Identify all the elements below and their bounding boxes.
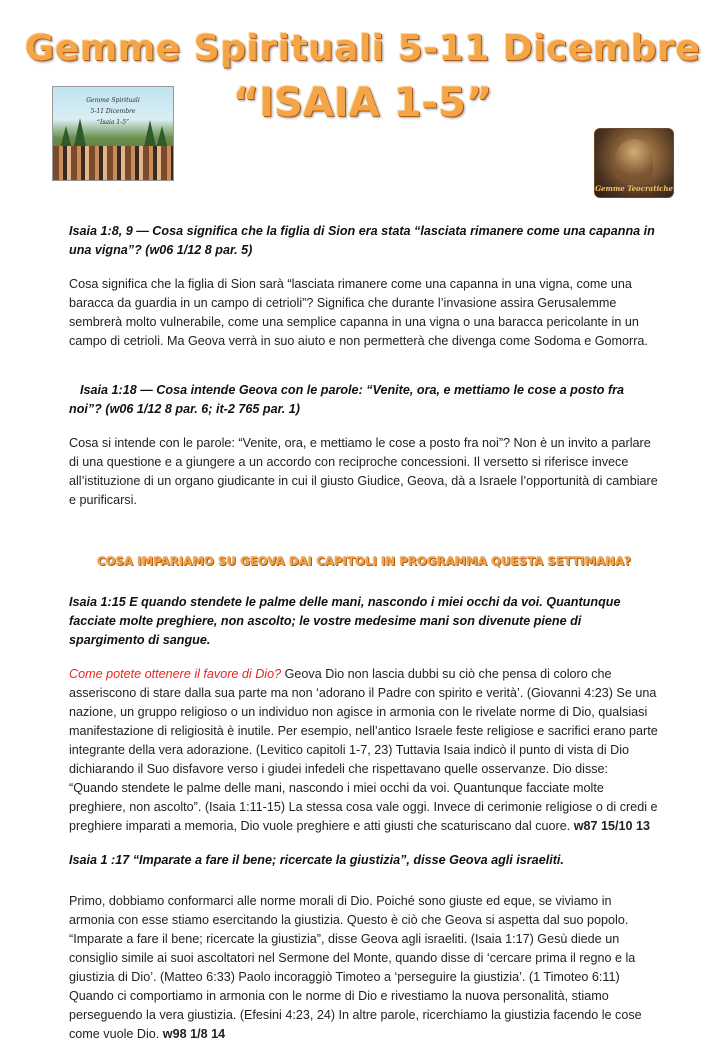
- answer-3-body: Geova Dio non lascia dubbi su ciò che pensa di coloro che asseriscono di stare dalla sua parte ma non ‘adorano il Padre con spirito e verità’. (Giovanni 4:23) Se una nazione, un gruppo religioso o un individuo non agisce in armonia con le rivelate norme di Dio, qualsiasi manifestazione di religiosità è inutile. Per esempio, nell’antico Israele feste religiose e sacrifici erano parte integrante della vera adorazione. (Levitico capitoli 1-7, 23) Tuttavia Isaia indicò il punto di vista di Dio dichiarando il Suo disfavore verso i giudei infedeli che rispettavano quelle osservanze. Dio disse: “Quando stendete le palme delle mani, nascondo i miei occhi da voi. Quantunque facciate molte preghiere, non ascolto”. (Isaia 1:11-15) La stessa cosa vale oggi. Invece di cerimonie religiose o di credi e preghiere imparati a memoria, Dio vuole preghiere e atti giusti che scaturiscano dal cuore.: [69, 667, 658, 833]
- question-1: Isaia 1:8, 9 — Cosa significa che la figlia di Sion era stata “lasciata rimanere come una capanna in una vigna”? (w06 1/12 8 par. 5): [69, 224, 655, 257]
- answer-3-lead: Come potete ottenere il favore di Dio?: [69, 667, 282, 681]
- answer-3: [69, 665, 659, 836]
- answer-4-body: Primo, dobbiamo conformarci alle norme morali di Dio. Poiché sono giuste ed eque, se viviamo in armonia con esse stiamo esercitando la giustizia. Questo è ciò che Geova si aspetta dal suo popolo. “Imparate a fare il bene; ricercate la giustizia”, disse Geova agli israeliti. (Isaia 1:17) Gesù diede un consiglio simile ai suoi ascoltatori nel Sermone del Monte, quando disse di ‘cercare prima il regno e la giustizia di Dio’. (Matteo 6:33) Paolo incoraggiò Timoteo a ‘perseguire la giustizia’. (1 Timoteo 6:11) Quando ci comportiamo in armonia con le norme di Dio e rivestiamo la nuova personalità, stiamo perseguendo la vera giustizia. (Efesini 4:23, 24) In altre parole, ricerchiamo la giustizia facendo le cose come vuole Dio.: [69, 894, 642, 1041]
- logo-caption: Gemme Teocratiche: [595, 184, 673, 193]
- answer-4: [69, 892, 659, 1044]
- page-title: Gemme Spirituali 5-11 Dicembre: [24, 28, 701, 69]
- section-heading: COSA IMPARIAMO SU GEOVA DAI CAPITOLI IN PROGRAMMA QUESTA SETTIMANA?: [96, 554, 631, 568]
- question-2: Isaia 1:18 — Cosa intende Geova con le parole: “Venite, ora, e mettiamo le cose a posto fra noi”? (w06 1/12 8 par. 6; it-2 765 par. 1): [69, 383, 625, 416]
- cover-image-caption-1: Gemme Spirituali: [86, 97, 140, 104]
- cover-image-caption-3: “Isaia 1-5”: [96, 119, 130, 126]
- question-3: Isaia 1:15 E quando stendete le palme delle mani, nascondo i miei occhi da voi. Quantunque facciate molte preghiere, non ascolto; le vostre medesime mani son divenute piene di spargimento di sangue.: [69, 595, 621, 647]
- article-body: [69, 222, 659, 1044]
- answer-3-reference: w87 15/10 13: [573, 819, 651, 833]
- answer-4-reference: w98 1/8 14: [162, 1027, 226, 1041]
- answer-1: Cosa significa che la figlia di Sion sarà “lasciata rimanere come una capanna in una vigna, come una baracca da guardia in un campo di cetrioli”? Significa che durante l’invasione assira Gerusalemme sembrerà molto vulnerabile, come una semplice capanna in una vigna o una baracca pericolante in un campo di cetrioli. Ma Geova verrà in suo aiuto e non permetterà che divenga come Sodoma e Gomorra.: [69, 277, 648, 348]
- answer-2: Cosa si intende con le parole: “Venite, ora, e mettiamo le cose a posto fra noi”? Non è un invito a parlare di una questione e a giungere a un accordo con reciproche concessioni. Il versetto si riferisce invece all’istituzione di un organo giudicante in cui il giusto Giudice, Geova, dà a Israele l’opportunità di cambiare e purificarsi.: [69, 436, 658, 507]
- question-4: Isaia 1 :17 “Imparate a fare il bene; ricercate la giustizia”, disse Geova agli israeliti.: [69, 853, 564, 867]
- logo-image: [594, 128, 674, 198]
- cover-image: [52, 86, 174, 181]
- cover-image-caption-2: 5-11 Dicembre: [90, 108, 136, 115]
- page-subtitle: “ISAIA 1-5”: [232, 80, 493, 126]
